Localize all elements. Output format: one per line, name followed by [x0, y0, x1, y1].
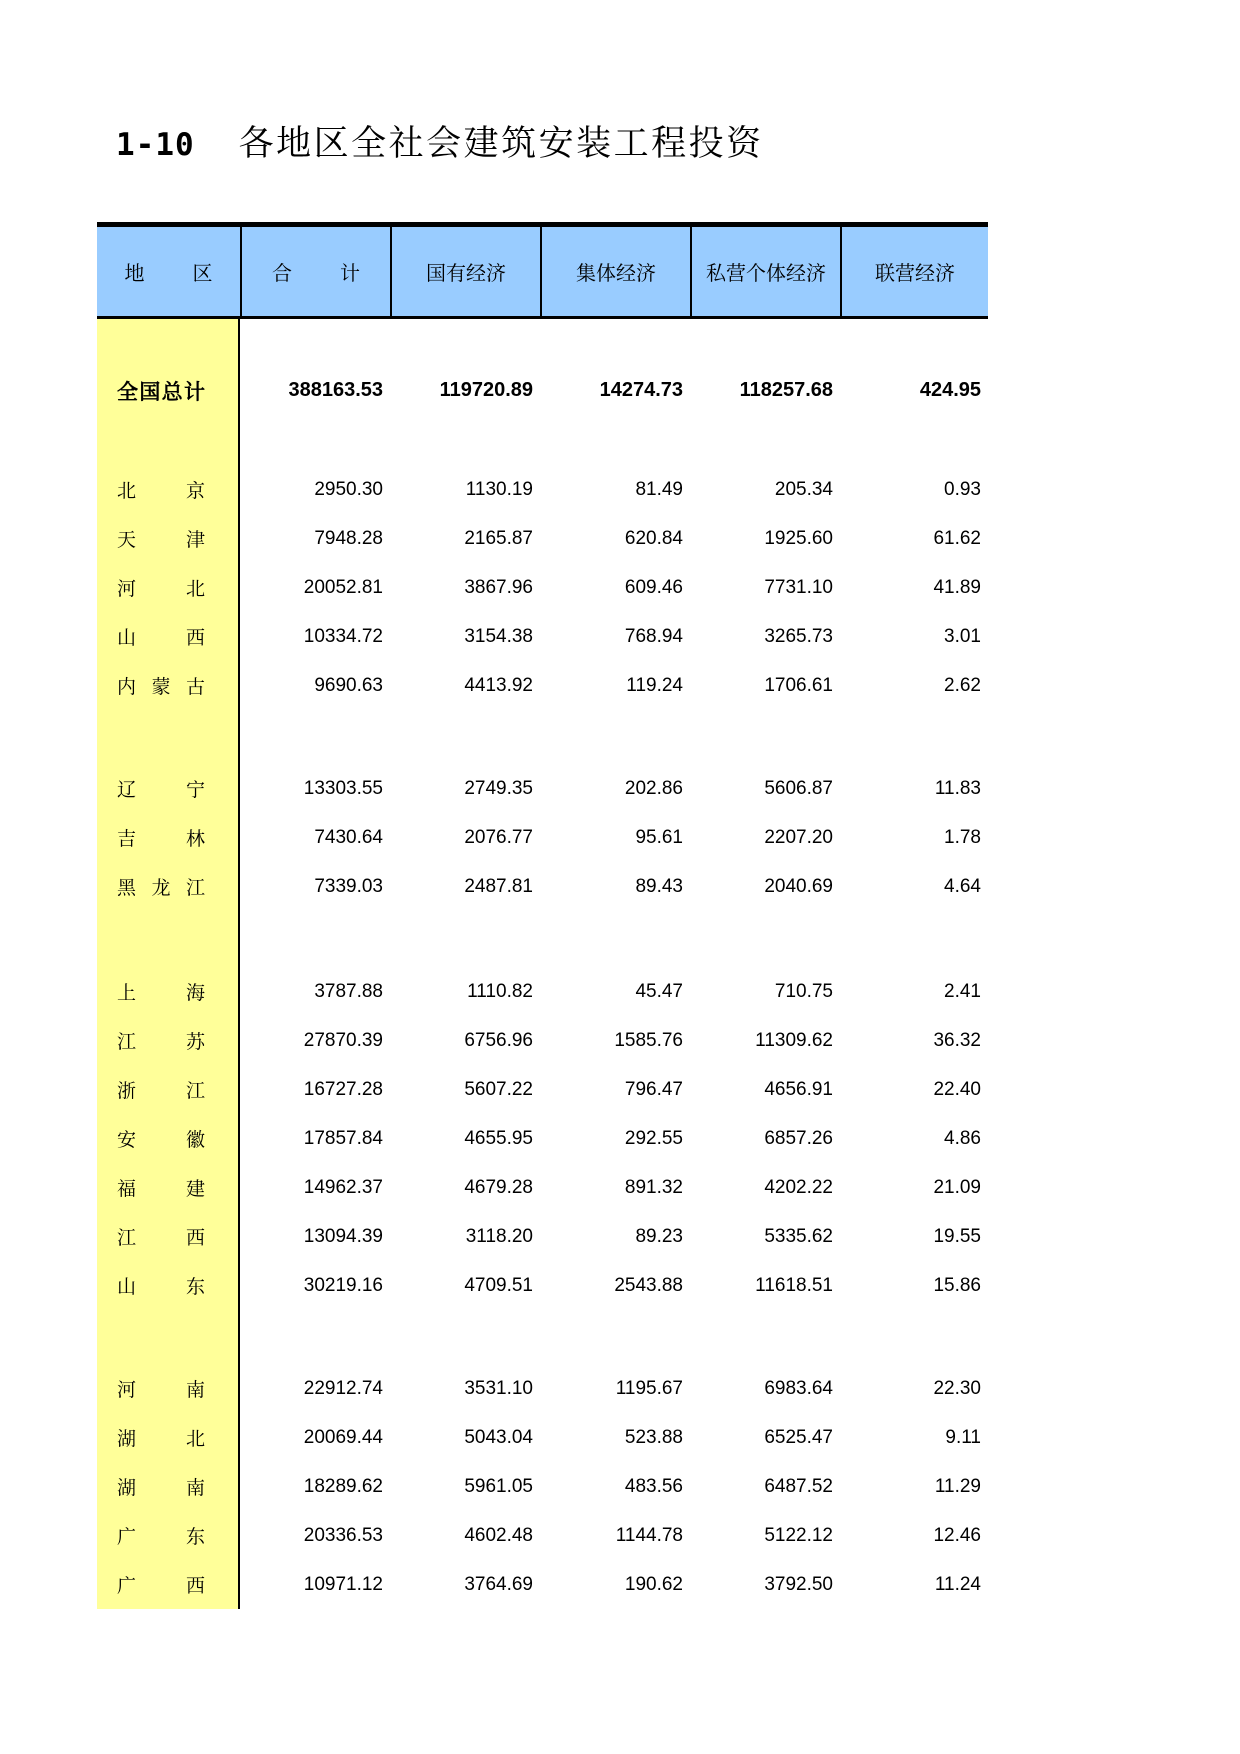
region-char: 北: [185, 1429, 205, 1450]
value-cell: 2487.81: [464, 875, 533, 897]
region-char: 江: [185, 1081, 205, 1102]
value-cell: 11.24: [934, 1573, 981, 1595]
table-row: [97, 465, 988, 514]
value-cell: 119720.89: [439, 379, 533, 401]
header-private-individual-economy: 私营个体经济: [690, 227, 840, 316]
header-region-char: 地: [124, 263, 145, 285]
region-cell: [97, 1174, 240, 1201]
region-char: 吉: [117, 829, 137, 850]
region-cell: [97, 1375, 240, 1402]
value-cell: 7948.28: [314, 527, 383, 549]
table-row: [97, 1511, 988, 1560]
value-cell: 11.83: [934, 777, 981, 799]
region-cell: [97, 476, 240, 503]
region-cell: [97, 1272, 240, 1299]
table-row: [97, 612, 988, 661]
region-cell: [97, 873, 240, 900]
value-cell: 1585.76: [614, 1029, 683, 1051]
region-char: 湖: [117, 1478, 137, 1499]
value-cell: 3867.96: [464, 576, 533, 598]
value-cell: 17857.84: [303, 1127, 383, 1149]
region-char: 海: [185, 983, 205, 1004]
value-cell: 2950.30: [314, 478, 383, 500]
region-name: [117, 1223, 205, 1250]
region-char: 西: [185, 1576, 205, 1597]
table-row: [97, 1016, 988, 1065]
value-cell: 4679.28: [464, 1176, 533, 1198]
value-cell: 2040.69: [764, 875, 833, 897]
value-cell: 9.11: [945, 1426, 981, 1448]
value-cell: 0.93: [944, 478, 981, 500]
value-cell: 20052.81: [303, 576, 383, 598]
value-cell: 22.30: [933, 1377, 981, 1399]
region-char: 北: [117, 481, 137, 502]
value-cell: 1925.60: [764, 527, 833, 549]
region-cell: [97, 824, 240, 851]
value-cell: 3764.69: [464, 1573, 533, 1595]
value-cell: 18289.62: [303, 1475, 383, 1497]
table-row: [97, 862, 988, 911]
region-char: 总: [161, 379, 183, 404]
region-char: 河: [117, 579, 137, 600]
value-cell: 7339.03: [314, 875, 383, 897]
header-total-char: 合: [272, 263, 292, 285]
region-name: [117, 476, 205, 503]
value-cell: 620.84: [624, 527, 683, 549]
region-name: [117, 1571, 205, 1598]
region-char: 浙: [117, 1081, 137, 1102]
table-header-row: [97, 222, 988, 319]
region-cell: [97, 1424, 240, 1451]
region-name: [117, 978, 205, 1005]
header-total-label: [272, 257, 360, 286]
value-cell: 119.24: [626, 674, 683, 696]
value-cell: 5335.62: [764, 1225, 833, 1247]
value-cell: 20336.53: [303, 1524, 383, 1546]
value-cell: 5961.05: [464, 1475, 533, 1497]
value-cell: 6487.52: [764, 1475, 833, 1497]
value-cell: 45.47: [635, 980, 683, 1002]
value-cell: 13094.39: [303, 1225, 383, 1247]
region-char: 东: [185, 1277, 205, 1298]
value-cell: 202.86: [624, 777, 683, 799]
region-cell: [97, 574, 240, 601]
value-cell: 4.64: [944, 875, 981, 897]
region-char: 河: [117, 1380, 137, 1401]
value-cell: 15.86: [933, 1274, 981, 1296]
region-cell: [97, 1571, 240, 1598]
value-cell: 61.62: [933, 527, 981, 549]
value-cell: 1.78: [944, 826, 981, 848]
header-region-char: 区: [192, 263, 213, 285]
region-char: 蒙: [151, 677, 171, 698]
table-body: [97, 319, 988, 1609]
region-char: 上: [117, 983, 137, 1004]
value-cell: 27870.39: [303, 1029, 383, 1051]
value-cell: 5607.22: [464, 1078, 533, 1100]
value-cell: 2076.77: [464, 826, 533, 848]
header-total-char: 计: [340, 263, 360, 285]
page-title: [116, 116, 764, 166]
region-name: [117, 623, 205, 650]
region-name: [117, 376, 205, 406]
table-row: [97, 967, 988, 1016]
region-char: 龙: [151, 878, 171, 899]
value-cell: 81.49: [635, 478, 683, 500]
value-cell: 3787.88: [314, 980, 383, 1002]
table-row: [97, 563, 988, 612]
table-title-text: 各地区全社会建筑安装工程投资: [238, 124, 764, 163]
region-name: [117, 873, 205, 900]
value-cell: 205.34: [774, 478, 833, 500]
table-row: [97, 1462, 988, 1511]
value-cell: 3792.50: [764, 1573, 833, 1595]
value-cell: 768.94: [624, 625, 683, 647]
value-cell: 7430.64: [314, 826, 383, 848]
value-cell: 3118.20: [465, 1225, 533, 1247]
national-total-row: [97, 366, 988, 415]
region-name: [117, 672, 205, 699]
region-cell: [97, 1076, 240, 1103]
value-cell: 2543.88: [614, 1274, 683, 1296]
value-cell: 4709.51: [464, 1274, 533, 1296]
region-cell: [97, 1223, 240, 1250]
region-cell: [97, 525, 240, 552]
value-cell: 6525.47: [764, 1426, 833, 1448]
region-name: [117, 1027, 205, 1054]
region-char: 南: [185, 1380, 205, 1401]
value-cell: 22912.74: [303, 1377, 383, 1399]
region-char: 湖: [117, 1429, 137, 1450]
value-cell: 523.88: [624, 1426, 683, 1448]
value-cell: 1195.67: [615, 1377, 683, 1399]
region-name: [117, 1076, 205, 1103]
value-cell: 3.01: [944, 625, 981, 647]
header-state-owned-economy: 国有经济: [390, 227, 540, 316]
header-collective-economy: 集体经济: [540, 227, 690, 316]
value-cell: 9690.63: [314, 674, 383, 696]
region-name: [117, 525, 205, 552]
region-char: 黑: [117, 878, 137, 899]
value-cell: 292.55: [624, 1127, 683, 1149]
value-cell: 4.86: [944, 1127, 981, 1149]
region-char: 山: [117, 628, 137, 649]
region-char: 建: [185, 1179, 205, 1200]
value-cell: 95.61: [635, 826, 683, 848]
value-cell: 190.62: [624, 1573, 683, 1595]
table-row: [97, 1065, 988, 1114]
region-cell: [97, 623, 240, 650]
value-cell: 5043.04: [464, 1426, 533, 1448]
value-cell: 11.29: [934, 1475, 981, 1497]
region-char: 内: [117, 677, 137, 698]
value-cell: 13303.55: [303, 777, 383, 799]
value-cell: 21.09: [933, 1176, 981, 1198]
region-char: 江: [117, 1032, 137, 1053]
value-cell: 4413.92: [464, 674, 533, 696]
value-cell: 6983.64: [764, 1377, 833, 1399]
region-name: [117, 1272, 205, 1299]
region-cell: [97, 672, 240, 699]
table-row: [97, 1114, 988, 1163]
value-cell: 1706.61: [764, 674, 833, 696]
table-row: [97, 1413, 988, 1462]
value-cell: 1130.19: [465, 478, 533, 500]
table-row: [97, 514, 988, 563]
value-cell: 2.62: [944, 674, 981, 696]
region-char: 全: [117, 379, 138, 404]
region-name: [117, 1473, 205, 1500]
value-cell: 609.46: [624, 576, 683, 598]
region-char: 东: [185, 1527, 205, 1548]
region-char: 山: [117, 1277, 137, 1298]
region-char: 徽: [185, 1130, 205, 1151]
region-char: 西: [185, 628, 205, 649]
value-cell: 891.32: [624, 1176, 683, 1198]
value-cell: 10971.12: [303, 1573, 383, 1595]
value-cell: 3154.38: [464, 625, 533, 647]
table-row: [97, 813, 988, 862]
region-char: 宁: [185, 780, 205, 801]
region-char: 国: [139, 379, 161, 404]
header-joint-economy: 联营经济: [840, 227, 988, 316]
value-cell: 4656.91: [764, 1078, 833, 1100]
value-cell: 4202.22: [764, 1176, 833, 1198]
value-cell: 6857.26: [764, 1127, 833, 1149]
value-cell: 424.95: [919, 379, 981, 401]
region-cell: [97, 1473, 240, 1500]
value-cell: 118257.68: [739, 379, 833, 401]
value-cell: 4602.48: [464, 1524, 533, 1546]
value-cell: 5606.87: [764, 777, 833, 799]
region-char: 南: [185, 1478, 205, 1499]
value-cell: 388163.53: [288, 379, 383, 401]
value-cell: 3265.73: [764, 625, 833, 647]
header-region: [97, 227, 240, 316]
value-cell: 89.43: [635, 875, 683, 897]
region-char: 计: [183, 379, 205, 404]
value-cell: 4655.95: [464, 1127, 533, 1149]
region-char: 津: [185, 530, 205, 551]
region-cell: [97, 376, 240, 406]
region-cell: [97, 1522, 240, 1549]
region-name: [117, 824, 205, 851]
region-name: [117, 775, 205, 802]
value-cell: 12.46: [933, 1524, 981, 1546]
region-char: 辽: [117, 780, 137, 801]
value-cell: 36.32: [933, 1029, 981, 1051]
region-char: 京: [185, 481, 205, 502]
value-cell: 11618.51: [755, 1274, 833, 1296]
value-cell: 710.75: [774, 980, 833, 1002]
region-char: 西: [185, 1228, 205, 1249]
region-name: [117, 574, 205, 601]
value-cell: 2749.35: [464, 777, 533, 799]
region-cell: [97, 1125, 240, 1152]
region-name: [117, 1125, 205, 1152]
value-cell: 3531.10: [464, 1377, 533, 1399]
region-char: 安: [117, 1130, 137, 1151]
region-name: [117, 1174, 205, 1201]
table-row: [97, 1163, 988, 1212]
value-cell: 11309.62: [755, 1029, 833, 1051]
statistics-table: [97, 222, 988, 1609]
value-cell: 2207.20: [764, 826, 833, 848]
region-char: 古: [185, 677, 205, 698]
value-cell: 89.23: [635, 1225, 683, 1247]
table-row: [97, 1261, 988, 1310]
value-cell: 483.56: [624, 1475, 683, 1497]
value-cell: 2.41: [944, 980, 981, 1002]
value-cell: 796.47: [624, 1078, 683, 1100]
region-char: 江: [185, 878, 205, 899]
table-row: [97, 661, 988, 710]
region-char: 林: [185, 829, 205, 850]
region-char: 江: [117, 1228, 137, 1249]
table-row: [97, 1364, 988, 1413]
region-char: 北: [185, 579, 205, 600]
value-cell: 10334.72: [303, 625, 383, 647]
value-cell: 14962.37: [303, 1176, 383, 1198]
value-cell: 41.89: [933, 576, 981, 598]
value-cell: 16727.28: [303, 1078, 383, 1100]
header-region-label: [125, 257, 213, 286]
region-name: [117, 1424, 205, 1451]
table-row: [97, 1560, 988, 1609]
value-cell: 22.40: [933, 1078, 981, 1100]
value-cell: 30219.16: [303, 1274, 383, 1296]
value-cell: 2165.87: [464, 527, 533, 549]
value-cell: 20069.44: [303, 1426, 383, 1448]
header-total: [240, 227, 390, 316]
region-char: 天: [117, 530, 137, 551]
region-name: [117, 1522, 205, 1549]
value-cell: 19.55: [933, 1225, 981, 1247]
value-cell: 7731.10: [764, 576, 833, 598]
table-number: 1-10: [116, 127, 195, 163]
region-char: 苏: [185, 1032, 205, 1053]
table-row: [97, 764, 988, 813]
region-name: [117, 1375, 205, 1402]
table-row: [97, 1212, 988, 1261]
region-char: 广: [117, 1527, 137, 1548]
value-cell: 1144.78: [615, 1524, 683, 1546]
region-char: 福: [117, 1179, 137, 1200]
value-cell: 6756.96: [464, 1029, 533, 1051]
value-cell: 14274.73: [599, 379, 683, 401]
value-cell: 1110.82: [467, 980, 533, 1002]
region-cell: [97, 775, 240, 802]
region-cell: [97, 978, 240, 1005]
region-char: 广: [117, 1576, 137, 1597]
value-cell: 5122.12: [764, 1524, 833, 1546]
region-cell: [97, 1027, 240, 1054]
